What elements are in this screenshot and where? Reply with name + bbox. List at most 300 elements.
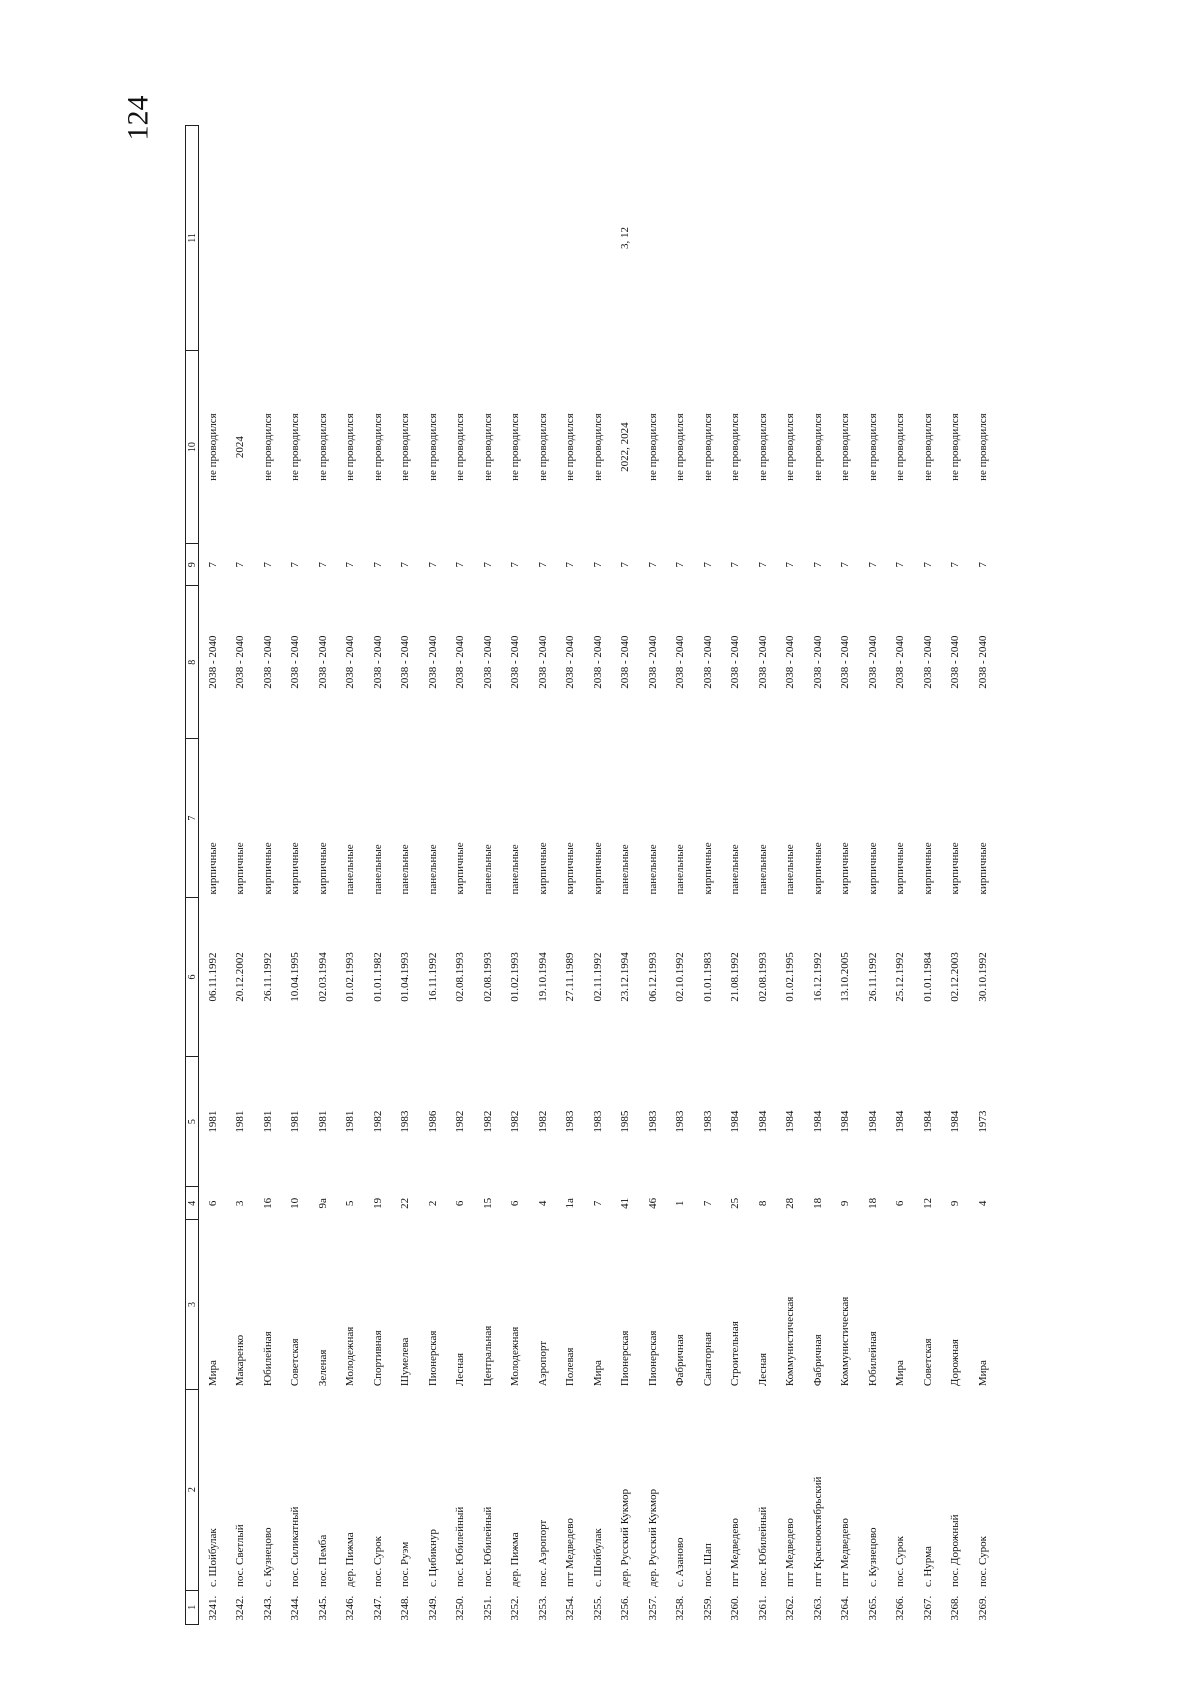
table-row xyxy=(832,126,860,1625)
cell-notes xyxy=(474,126,502,351)
cell-build-year: 1982 xyxy=(454,1110,467,1133)
cell-service-count: 7 xyxy=(536,562,549,568)
cell-service-count: 7 xyxy=(591,562,604,568)
housing-table xyxy=(185,125,997,1625)
table-row xyxy=(584,126,612,1625)
cell-notes xyxy=(694,126,722,351)
cell-settlement: с. Цибикнур xyxy=(426,1529,439,1588)
cell-last-repair: не проводился xyxy=(949,413,962,481)
cell-house-number: 3 xyxy=(234,1200,247,1207)
cell-service-count: 7 xyxy=(481,562,494,568)
cell-notes xyxy=(392,126,420,351)
cell-settlement: пос. Светлый xyxy=(234,1524,247,1588)
cell-settlement: с. Кузнецово xyxy=(261,1527,274,1588)
table-row xyxy=(309,126,337,1625)
cell-registration-date: 20.12.2002 xyxy=(234,952,247,1002)
cell-last-repair: не проводился xyxy=(509,413,522,481)
cell-last-repair: не проводился xyxy=(261,413,274,481)
table-row xyxy=(364,126,392,1625)
cell-row-number: 3250. xyxy=(454,1595,467,1621)
cell-registration-date: 02.12.2003 xyxy=(949,952,962,1002)
cell-settlement: с. Нурма xyxy=(921,1546,934,1588)
cell-build-year: 1982 xyxy=(371,1110,384,1133)
cell-settlement: пгт Медведево xyxy=(839,1518,852,1588)
cell-house-number: 2 xyxy=(426,1200,439,1207)
cell-service-count: 7 xyxy=(894,562,907,568)
cell-service-count: 7 xyxy=(619,562,632,568)
cell-last-repair: не проводился xyxy=(399,413,412,481)
cell-house-number: 19 xyxy=(371,1197,384,1209)
cell-last-repair: 2024 xyxy=(234,436,247,459)
cell-wall-material: кирпичные xyxy=(564,842,577,895)
cell-repair-period: 2038 - 2040 xyxy=(894,635,907,689)
cell-build-year: 1982 xyxy=(509,1110,522,1133)
table-row xyxy=(804,126,832,1625)
cell-row-number: 3269. xyxy=(976,1595,989,1621)
cell-last-repair: не проводился xyxy=(371,413,384,481)
cell-house-number: 5 xyxy=(344,1200,357,1207)
cell-last-repair: не проводился xyxy=(289,413,302,481)
cell-build-year: 1981 xyxy=(206,1110,219,1133)
table-row xyxy=(502,126,530,1625)
cell-registration-date: 21.08.1992 xyxy=(729,952,742,1002)
cell-notes xyxy=(942,126,970,351)
cell-last-repair: не проводился xyxy=(591,413,604,481)
cell-house-number: 16 xyxy=(261,1197,274,1209)
cell-settlement: пос. Юбилейный xyxy=(756,1506,769,1588)
cell-street: Лесная xyxy=(454,1352,467,1387)
table-row xyxy=(914,126,942,1625)
cell-settlement: пос. Силикатный xyxy=(289,1506,302,1588)
cell-wall-material: панельные xyxy=(619,844,632,895)
cell-service-count: 7 xyxy=(371,562,384,568)
cell-row-number: 3256. xyxy=(619,1595,632,1621)
cell-last-repair: не проводился xyxy=(701,413,714,481)
table-row xyxy=(199,126,227,1625)
table-row xyxy=(612,126,640,1625)
cell-row-number: 3260. xyxy=(729,1595,742,1621)
cell-settlement: дер. Пижма xyxy=(509,1532,522,1588)
cell-street: Мира xyxy=(591,1360,604,1387)
cell-wall-material: кирпичные xyxy=(839,842,852,895)
cell-repair-period: 2038 - 2040 xyxy=(509,635,522,689)
cell-service-count: 7 xyxy=(976,562,989,568)
cell-service-count: 7 xyxy=(426,562,439,568)
table-body xyxy=(199,126,997,1625)
cell-street: Шумелева xyxy=(399,1337,412,1387)
cell-notes xyxy=(969,126,997,351)
cell-settlement: пос. Руэм xyxy=(399,1541,412,1588)
cell-build-year: 1982 xyxy=(536,1110,549,1133)
cell-street: Мира xyxy=(976,1360,989,1387)
cell-build-year: 1981 xyxy=(344,1110,357,1133)
cell-registration-date: 02.10.1992 xyxy=(674,952,687,1002)
cell-registration-date: 02.08.1993 xyxy=(756,952,769,1002)
cell-row-number: 3257. xyxy=(646,1595,659,1621)
cell-registration-date: 06.11.1992 xyxy=(206,952,219,1002)
cell-wall-material: кирпичные xyxy=(949,842,962,895)
cell-street: Зеленая xyxy=(316,1349,329,1387)
table-row xyxy=(337,126,365,1625)
cell-service-count: 7 xyxy=(674,562,687,568)
table-row xyxy=(942,126,970,1625)
cell-repair-period: 2038 - 2040 xyxy=(426,635,439,689)
cell-service-count: 7 xyxy=(866,562,879,568)
cell-notes xyxy=(529,126,557,351)
cell-street: Коммунистическая xyxy=(784,1296,797,1387)
cell-repair-period: 2038 - 2040 xyxy=(674,635,687,689)
cell-wall-material: панельные xyxy=(399,844,412,895)
cell-service-count: 7 xyxy=(839,562,852,568)
cell-last-repair: не проводился xyxy=(866,413,879,481)
cell-build-year: 1984 xyxy=(949,1110,962,1133)
cell-settlement: пгт Медведево xyxy=(564,1518,577,1588)
cell-notes xyxy=(584,126,612,351)
cell-repair-period: 2038 - 2040 xyxy=(481,635,494,689)
cell-house-number: 1 xyxy=(674,1200,687,1207)
cell-row-number: 3253. xyxy=(536,1595,549,1621)
cell-street: Аэропорт xyxy=(536,1340,549,1387)
cell-wall-material: панельные xyxy=(646,844,659,895)
cell-settlement: с. Шойбулак xyxy=(591,1528,604,1588)
cell-row-number: 3259. xyxy=(701,1595,714,1621)
cell-settlement: пос. Аэропорт xyxy=(536,1519,549,1588)
cell-registration-date: 01.01.1984 xyxy=(921,952,934,1002)
cell-wall-material: кирпичные xyxy=(536,842,549,895)
cell-service-count: 7 xyxy=(811,562,824,568)
rotated-table-sheet xyxy=(185,125,1005,1625)
page-number: 124 xyxy=(121,95,155,141)
cell-house-number: 28 xyxy=(784,1197,797,1209)
cell-row-number: 3245. xyxy=(316,1595,329,1621)
cell-repair-period: 2038 - 2040 xyxy=(591,635,604,689)
cell-build-year: 1973 xyxy=(976,1110,989,1133)
cell-registration-date: 01.01.1982 xyxy=(371,952,384,1002)
cell-wall-material: кирпичные xyxy=(591,842,604,895)
cell-house-number: 7 xyxy=(701,1200,714,1207)
cell-registration-date: 02.08.1993 xyxy=(481,952,494,1002)
cell-wall-material: панельные xyxy=(344,844,357,895)
cell-build-year: 1983 xyxy=(646,1110,659,1133)
cell-repair-period: 2038 - 2040 xyxy=(454,635,467,689)
cell-build-year: 1983 xyxy=(564,1110,577,1133)
cell-settlement: пгт Медведево xyxy=(784,1518,797,1588)
table-row xyxy=(447,126,475,1625)
cell-house-number: 9а xyxy=(316,1198,329,1209)
cell-repair-period: 2038 - 2040 xyxy=(701,635,714,689)
cell-notes xyxy=(227,126,255,351)
cell-service-count: 7 xyxy=(206,562,219,568)
cell-build-year: 1981 xyxy=(316,1110,329,1133)
cell-build-year: 1981 xyxy=(289,1110,302,1133)
cell-registration-date: 23.12.1994 xyxy=(619,952,632,1002)
cell-notes xyxy=(722,126,750,351)
cell-build-year: 1982 xyxy=(481,1110,494,1133)
cell-registration-date: 01.01.1983 xyxy=(701,952,714,1002)
column-header: 7 xyxy=(186,739,199,898)
cell-last-repair: не проводился xyxy=(839,413,852,481)
cell-build-year: 1984 xyxy=(866,1110,879,1133)
cell-wall-material: панельные xyxy=(756,844,769,895)
cell-last-repair: 2022, 2024 xyxy=(619,422,632,472)
cell-registration-date: 02.11.1992 xyxy=(591,952,604,1002)
cell-repair-period: 2038 - 2040 xyxy=(866,635,879,689)
cell-registration-date: 26.11.1992 xyxy=(261,952,274,1002)
cell-last-repair: не проводился xyxy=(426,413,439,481)
cell-wall-material: кирпичные xyxy=(234,842,247,895)
cell-notes xyxy=(804,126,832,351)
cell-settlement: пос. Сурок xyxy=(976,1536,989,1588)
cell-street: Фабричная xyxy=(811,1334,824,1387)
cell-service-count: 7 xyxy=(729,562,742,568)
cell-build-year: 1984 xyxy=(756,1110,769,1133)
cell-repair-period: 2038 - 2040 xyxy=(619,635,632,689)
table-row xyxy=(227,126,255,1625)
cell-notes xyxy=(914,126,942,351)
cell-wall-material: кирпичные xyxy=(811,842,824,895)
cell-house-number: 15 xyxy=(481,1197,494,1209)
cell-wall-material: кирпичные xyxy=(316,842,329,895)
cell-notes xyxy=(502,126,530,351)
cell-service-count: 7 xyxy=(784,562,797,568)
cell-house-number: 9 xyxy=(839,1200,852,1207)
cell-settlement: дер. Русский Кукмор xyxy=(646,1488,659,1588)
cell-house-number: 6 xyxy=(894,1200,907,1207)
cell-notes xyxy=(639,126,667,351)
cell-last-repair: не проводился xyxy=(646,413,659,481)
table-row xyxy=(254,126,282,1625)
cell-build-year: 1986 xyxy=(426,1110,439,1133)
cell-service-count: 7 xyxy=(289,562,302,568)
cell-repair-period: 2038 - 2040 xyxy=(784,635,797,689)
cell-row-number: 3249. xyxy=(426,1595,439,1621)
cell-build-year: 1984 xyxy=(784,1110,797,1133)
cell-repair-period: 2038 - 2040 xyxy=(234,635,247,689)
cell-row-number: 3252. xyxy=(509,1595,522,1621)
cell-wall-material: кирпичные xyxy=(454,842,467,895)
cell-wall-material: панельные xyxy=(784,844,797,895)
table-row xyxy=(722,126,750,1625)
cell-service-count: 7 xyxy=(399,562,412,568)
cell-settlement: пос. Юбилейный xyxy=(481,1506,494,1588)
cell-house-number: 6 xyxy=(509,1200,522,1207)
cell-notes xyxy=(667,126,695,351)
cell-repair-period: 2038 - 2040 xyxy=(536,635,549,689)
cell-settlement: дер. Русский Кукмор xyxy=(619,1488,632,1588)
column-header: 11 xyxy=(186,126,199,351)
cell-wall-material: панельные xyxy=(481,844,494,895)
cell-service-count: 7 xyxy=(701,562,714,568)
cell-registration-date: 26.11.1992 xyxy=(866,952,879,1002)
cell-settlement: с. Кузнецово xyxy=(866,1527,879,1588)
cell-last-repair: не проводился xyxy=(481,413,494,481)
cell-street: Советская xyxy=(921,1338,934,1387)
cell-house-number: 6 xyxy=(206,1200,219,1207)
column-header: 1 xyxy=(186,1590,199,1624)
cell-repair-period: 2038 - 2040 xyxy=(399,635,412,689)
cell-wall-material: кирпичные xyxy=(921,842,934,895)
cell-repair-period: 2038 - 2040 xyxy=(344,635,357,689)
table-row xyxy=(529,126,557,1625)
cell-build-year: 1983 xyxy=(701,1110,714,1133)
cell-row-number: 3243. xyxy=(261,1595,274,1621)
cell-house-number: 1а xyxy=(564,1198,577,1209)
cell-last-repair: не проводился xyxy=(344,413,357,481)
cell-street: Спортивная xyxy=(371,1330,384,1387)
cell-row-number: 3246. xyxy=(344,1595,357,1621)
column-header: 4 xyxy=(186,1187,199,1220)
cell-row-number: 3242. xyxy=(234,1595,247,1621)
cell-notes xyxy=(282,126,310,351)
table-row xyxy=(282,126,310,1625)
cell-last-repair: не проводился xyxy=(454,413,467,481)
cell-notes xyxy=(199,126,227,351)
cell-notes xyxy=(749,126,777,351)
table-row xyxy=(749,126,777,1625)
cell-wall-material: кирпичные xyxy=(894,842,907,895)
cell-repair-period: 2038 - 2040 xyxy=(839,635,852,689)
cell-notes xyxy=(309,126,337,351)
cell-notes xyxy=(254,126,282,351)
cell-registration-date: 01.02.1993 xyxy=(509,952,522,1002)
cell-build-year: 1981 xyxy=(261,1110,274,1133)
cell-registration-date: 19.10.1994 xyxy=(536,952,549,1002)
table-row xyxy=(777,126,805,1625)
cell-notes: 3, 12 xyxy=(619,226,632,249)
column-header: 6 xyxy=(186,898,199,1057)
cell-service-count: 7 xyxy=(949,562,962,568)
cell-street: Пионерская xyxy=(619,1330,632,1387)
cell-build-year: 1984 xyxy=(729,1110,742,1133)
cell-service-count: 7 xyxy=(261,562,274,568)
cell-last-repair: не проводился xyxy=(564,413,577,481)
cell-service-count: 7 xyxy=(234,562,247,568)
table-row xyxy=(667,126,695,1625)
cell-house-number: 8 xyxy=(756,1200,769,1207)
cell-registration-date: 06.12.1993 xyxy=(646,952,659,1002)
cell-row-number: 3268. xyxy=(949,1595,962,1621)
cell-street: Молодежная xyxy=(344,1326,357,1387)
cell-notes xyxy=(337,126,365,351)
cell-street: Мира xyxy=(894,1360,907,1387)
table-row xyxy=(969,126,997,1625)
cell-settlement: пос. Шап xyxy=(701,1543,714,1588)
cell-wall-material: панельные xyxy=(674,844,687,895)
cell-wall-material: кирпичные xyxy=(289,842,302,895)
cell-row-number: 3261. xyxy=(756,1595,769,1621)
cell-notes xyxy=(364,126,392,351)
cell-street: Лесная xyxy=(756,1352,769,1387)
cell-repair-period: 2038 - 2040 xyxy=(646,635,659,689)
cell-house-number: 18 xyxy=(811,1197,824,1209)
cell-repair-period: 2038 - 2040 xyxy=(206,635,219,689)
cell-row-number: 3265. xyxy=(866,1595,879,1621)
cell-row-number: 3264. xyxy=(839,1595,852,1621)
cell-registration-date: 01.02.1993 xyxy=(344,952,357,1002)
cell-house-number: 4 xyxy=(976,1200,989,1207)
cell-street: Пионерская xyxy=(646,1330,659,1387)
cell-last-repair: не проводился xyxy=(784,413,797,481)
cell-repair-period: 2038 - 2040 xyxy=(976,635,989,689)
cell-build-year: 1984 xyxy=(921,1110,934,1133)
cell-notes xyxy=(777,126,805,351)
cell-service-count: 7 xyxy=(316,562,329,568)
cell-house-number: 6 xyxy=(454,1200,467,1207)
cell-build-year: 1983 xyxy=(591,1110,604,1133)
cell-row-number: 3267. xyxy=(921,1595,934,1621)
cell-row-number: 3247. xyxy=(371,1595,384,1621)
cell-house-number: 25 xyxy=(729,1197,742,1209)
cell-notes xyxy=(859,126,887,351)
table-row xyxy=(419,126,447,1625)
cell-registration-date: 16.12.1992 xyxy=(811,952,824,1002)
cell-notes xyxy=(887,126,915,351)
cell-last-repair: не проводился xyxy=(976,413,989,481)
cell-street: Советская xyxy=(289,1338,302,1387)
cell-wall-material: кирпичные xyxy=(701,842,714,895)
cell-repair-period: 2038 - 2040 xyxy=(811,635,824,689)
column-header: 2 xyxy=(186,1389,199,1590)
cell-service-count: 7 xyxy=(509,562,522,568)
cell-last-repair: не проводился xyxy=(729,413,742,481)
cell-row-number: 3258. xyxy=(674,1595,687,1621)
cell-service-count: 7 xyxy=(921,562,934,568)
column-header: 9 xyxy=(186,544,199,586)
cell-house-number: 10 xyxy=(289,1197,302,1209)
cell-row-number: 3244. xyxy=(289,1595,302,1621)
cell-repair-period: 2038 - 2040 xyxy=(756,635,769,689)
cell-build-year: 1985 xyxy=(619,1110,632,1133)
cell-settlement: пос. Юбилейный xyxy=(454,1506,467,1588)
column-header: 8 xyxy=(186,586,199,739)
cell-repair-period: 2038 - 2040 xyxy=(921,635,934,689)
cell-street: Фабричная xyxy=(674,1334,687,1387)
cell-street: Молодежная xyxy=(509,1326,522,1387)
cell-service-count: 7 xyxy=(646,562,659,568)
cell-wall-material: панельные xyxy=(426,844,439,895)
cell-row-number: 3241. xyxy=(206,1595,219,1621)
cell-repair-period: 2038 - 2040 xyxy=(371,635,384,689)
cell-street: Юбилейная xyxy=(261,1331,274,1387)
cell-repair-period: 2038 - 2040 xyxy=(316,635,329,689)
cell-row-number: 3251. xyxy=(481,1595,494,1621)
cell-street: Центральная xyxy=(481,1325,494,1387)
cell-street: Дорожная xyxy=(949,1339,962,1387)
cell-row-number: 3254. xyxy=(564,1595,577,1621)
cell-last-repair: не проводился xyxy=(316,413,329,481)
cell-street: Пионерская xyxy=(426,1330,439,1387)
cell-wall-material: панельные xyxy=(729,844,742,895)
cell-house-number: 41 xyxy=(619,1197,632,1209)
cell-street: Юбилейная xyxy=(866,1331,879,1387)
cell-registration-date: 25.12.1992 xyxy=(894,952,907,1002)
cell-last-repair: не проводился xyxy=(811,413,824,481)
table-row xyxy=(557,126,585,1625)
cell-build-year: 1981 xyxy=(234,1110,247,1133)
cell-service-count: 7 xyxy=(756,562,769,568)
cell-wall-material: кирпичные xyxy=(206,842,219,895)
cell-wall-material: кирпичные xyxy=(261,842,274,895)
cell-settlement: пос. Пемба xyxy=(316,1534,329,1588)
cell-service-count: 7 xyxy=(454,562,467,568)
cell-wall-material: кирпичные xyxy=(976,842,989,895)
table-row xyxy=(694,126,722,1625)
cell-settlement: с. Азаново xyxy=(674,1537,687,1588)
cell-registration-date: 13.10.2005 xyxy=(839,952,852,1002)
cell-settlement: дер. Пижма xyxy=(344,1532,357,1588)
cell-row-number: 3248. xyxy=(399,1595,412,1621)
cell-notes xyxy=(419,126,447,351)
